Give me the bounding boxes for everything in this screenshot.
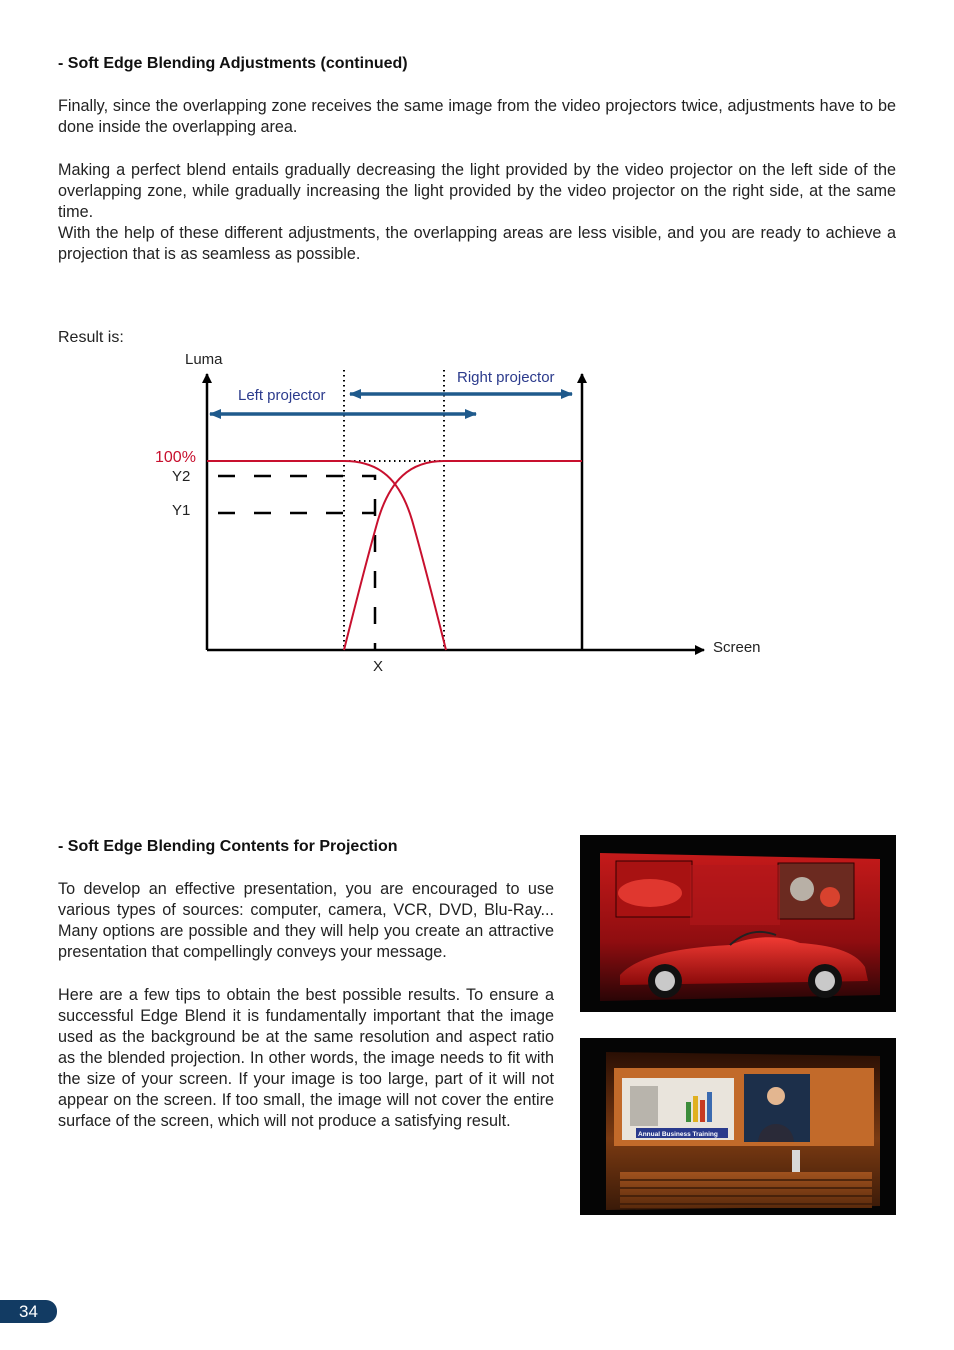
result-label: Result is:: [58, 329, 124, 346]
section-heading-adjustments: - Soft Edge Blending Adjustments (continued): [58, 55, 408, 72]
left-projector-label: Left projector: [238, 387, 326, 404]
section-heading-contents: - Soft Edge Blending Contents for Projection: [58, 838, 398, 855]
page-number: 34: [0, 1300, 57, 1323]
paragraph-sources: To develop an effective presentation, you are encouraged to use various types of sources: computer, camera, VCR, DVD, Blu-Ray... Many options are possible and they will help you create an attractive presentation that compellingly conveys your message.: [58, 880, 554, 961]
paragraph-tips: Here are a few tips to obtain the best possible results. To ensure a successful Edge Blend it is fundamentally important that the image used as the background be at the same resolution and aspect ratio as the blended projection. In other words, the image needs to fit with the size of your screen. If your image is too large, part of it will not appear on the screen. If too small, the image will not cover the entire surface of the screen, which will not produce a satisfying result.: [58, 986, 554, 1130]
edge-blend-luma-diagram: [0, 340, 954, 680]
paragraph-seamless: With the help of these different adjustments, the overlapping areas are less visible, and you are ready to achieve a projection that is as seamless as possible.: [58, 224, 896, 263]
y2-label: Y2: [172, 468, 191, 485]
paragraph-blend: Making a perfect blend entails gradually decreasing the light provided by the video projector on the left side of the overlapping zone, while gradually increasing the light provided by the video projector on the right side, at the same time.: [58, 161, 896, 221]
right-projector-luma-curve: [344, 461, 582, 650]
paragraph-overlap: Finally, since the overlapping zone receives the same image from the video projectors twice, adjustments have to be done inside the overlapping area.: [58, 97, 896, 136]
y1-label: Y1: [172, 502, 191, 519]
x-position-label: X: [373, 658, 384, 675]
full-luma-label: 100%: [155, 449, 196, 466]
conference-screen-text: Annual Business Training: [638, 1131, 718, 1138]
right-projector-label: Right projector: [457, 369, 555, 386]
conference-projection-photo: [580, 1038, 896, 1215]
car-projection-photo: [580, 835, 896, 1012]
y-axis-label: Luma: [185, 351, 223, 368]
x-axis-label: Screen: [713, 639, 761, 656]
left-projector-luma-curve: [207, 461, 446, 650]
